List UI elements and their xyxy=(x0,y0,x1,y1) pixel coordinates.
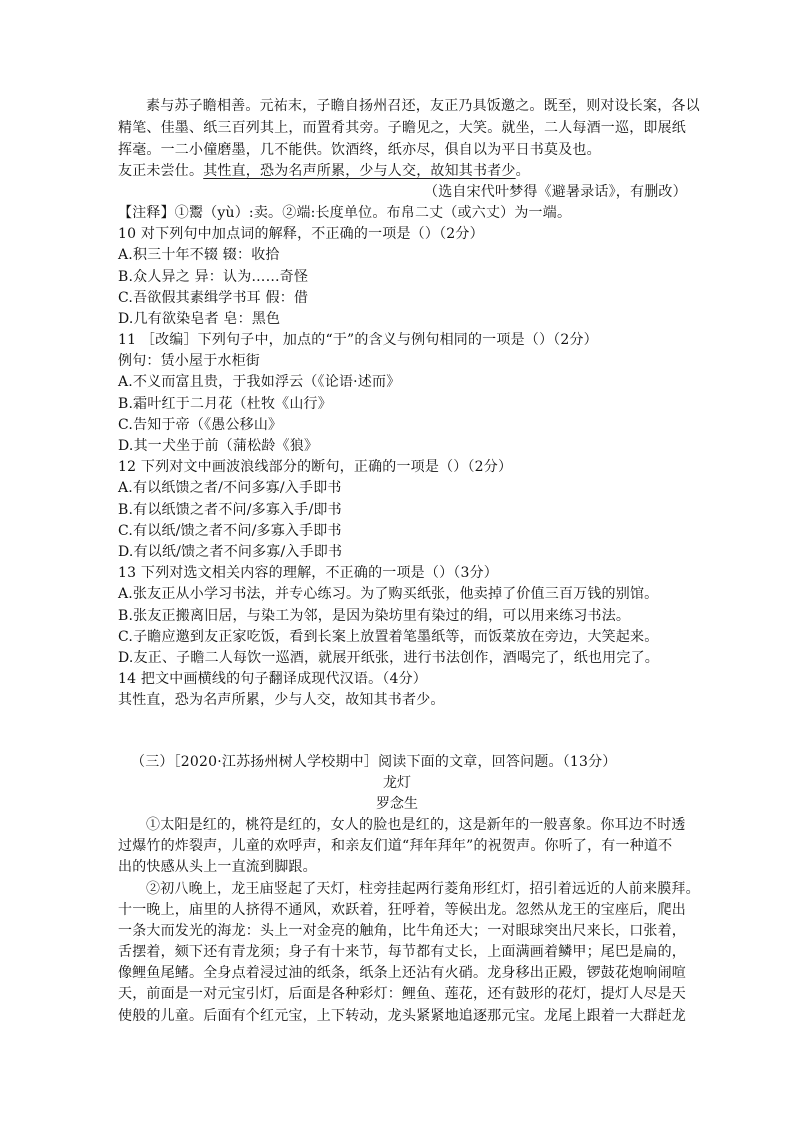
q14-sentence: 其性直，恐为名声所累，少与人交，故知其书者少。 xyxy=(118,692,445,708)
passage-line-3: 挥毫。一二小僮磨墨，几不能供。饮酒终，纸亦尽，俱自以为平日书莫及也。 xyxy=(118,142,601,158)
q12-stem: 12 下列对文中画波浪线部分的断句，正确的一项是（）（2分） xyxy=(118,459,513,475)
article-line-2: 过爆竹的炸裂声，儿童的欢呼声，和亲友们道“拜年拜年”的祝贺声。你听了，有一种道不 xyxy=(118,838,673,854)
article-line-8: 像鲤鱼尾鳍。全身点着浸过油的纸条，纸条上还沾有火硝。龙身移出正殿，锣鼓花炮响闹喧 xyxy=(118,965,686,981)
q10-option-d: D.几有欲染皂者 皂：黑色 xyxy=(118,311,281,327)
q13-option-d: D.友正、子瞻二人每饮一巡酒，就展开纸张，进行书法创作，酒喝完了，纸也用完了。 xyxy=(118,650,659,666)
q12-option-d: D.有以纸/馈之者不问多寡/入手即书 xyxy=(118,544,343,560)
q10-option-c: C.吾欲假其素缉学书耳 假：借 xyxy=(118,290,309,306)
q13-option-b: B.张友正搬离旧居，与染工为邻，是因为染坊里有染过的绢，可以用来练习书法。 xyxy=(118,608,631,624)
q10-option-b: B.众人异之 异：认为……奇怪 xyxy=(118,269,309,285)
q12-option-c: C.有以纸/馈之者不问/多寡入手即书 xyxy=(118,523,342,539)
article-line-5: 十一晚上，庙里的人挤得不通风，欢跃着，狂呼着，等候出龙。忽然从龙王的宝座后，爬出 xyxy=(118,902,686,918)
article-title: 龙灯 xyxy=(383,775,411,791)
article-line-7: 舌摆着，颏下还有青龙须；身子有十来节，每节都有丈长，上面满画着鳞甲；尾巴是扁的， xyxy=(118,944,686,960)
q10-option-a: A.积三十年不辍 辍：收拾 xyxy=(118,247,280,263)
article-author: 罗念生 xyxy=(376,796,418,812)
article-line-6: 一条大而发光的海龙：头上一对金亮的触角，比牛角还大；一对眼球突出尺来长，口张着， xyxy=(118,923,686,939)
q11-stem: 11 ［改编］下列句子中，加点的“于”的含义与例句相同的一项是（）（2分） xyxy=(118,332,598,348)
passage-line-1: 素与苏子瞻相善。元祐末，子瞻自扬州召还，友正乃具饭邀之。既至，则对设长案，各以 xyxy=(146,98,700,114)
article-line-10: 使般的儿童。后面有个红元宝，上下转动，龙头紧紧地追逐那元宝。龙尾上跟着一大群赶龙 xyxy=(118,1008,686,1024)
q13-option-a: A.张友正从小学习书法，并专心练习。为了购买纸张，他卖掉了价值三百万钱的别馆。 xyxy=(118,586,659,602)
notes: 【注释】①鬻（yù）:卖。②端:长度单位。布帛二丈（或六丈）为一端。 xyxy=(118,205,572,221)
q11-option-c: C.告知于帝（《愚公移山》 xyxy=(118,417,283,433)
passage-line-4-plain: 友正未尝仕。 xyxy=(118,163,204,179)
underlined-sentence: 其性直，恐为名声所累，少与人交，故知其书者少 xyxy=(203,163,516,179)
article-line-4: ②初八晚上，龙王庙竖起了天灯，柱旁挂起两行菱角形红灯，招引着远近的人前来膜拜。 xyxy=(146,881,700,897)
passage-line-4 xyxy=(118,161,530,181)
q11-option-d: D.其一犬坐于前（蒲松龄《狼》 xyxy=(118,438,319,454)
q12-option-a: A.有以纸馈之者/不问多寡/入手即书 xyxy=(118,480,342,496)
q13-option-c: C.子瞻应邀到友正家吃饭，看到长案上放置着笔墨纸等，而饭菜放在旁边，大笑起来。 xyxy=(118,629,659,645)
section3-heading: （三）［2020·江苏扬州树人学校期中］阅读下面的文章，回答问题。（13分） xyxy=(131,754,617,770)
article-line-1: ①太阳是红的，桃符是红的，女人的脸也是红的，这是新年的一般喜象。你耳边不时透 xyxy=(146,817,686,833)
q14-stem: 14 把文中画横线的句子翻译成现代汉语。（4分） xyxy=(118,671,427,687)
article-line-9: 天，前面是一对元宝引灯，后面是各种彩灯：鲤鱼、莲花，还有鼓形的花灯，提灯人尽是天 xyxy=(118,986,686,1002)
q11-example: 例句：赁小屋于水柜街 xyxy=(118,353,260,369)
passage-line-2: 精笔、佳墨、纸三百列其上，而置肴其旁。子瞻见之，大笑。就坐，二人每酒一巡，即展纸 xyxy=(118,120,686,136)
passage-line-4-end: 。 xyxy=(515,163,530,179)
q12-option-b: B.有以纸馈之者不问/多寡入手/即书 xyxy=(118,502,342,518)
q10-stem: 10 对下列句中加点词的解释，不正确的一项是（）（2分） xyxy=(118,226,484,242)
passage-source: （选自宋代叶梦得《避暑录话》，有删改） xyxy=(424,184,687,200)
article-line-3: 出的快感从头上一直流到脚跟。 xyxy=(118,859,317,875)
q13-stem: 13 下列对选文相关内容的理解，不正确的一项是（）（3分） xyxy=(118,565,498,581)
q11-option-a: A.不义而富且贵，于我如浮云（《论语·述而》 xyxy=(118,374,401,390)
q11-option-b: B.霜叶红于二月花（杜牧《山行》 xyxy=(118,396,332,412)
